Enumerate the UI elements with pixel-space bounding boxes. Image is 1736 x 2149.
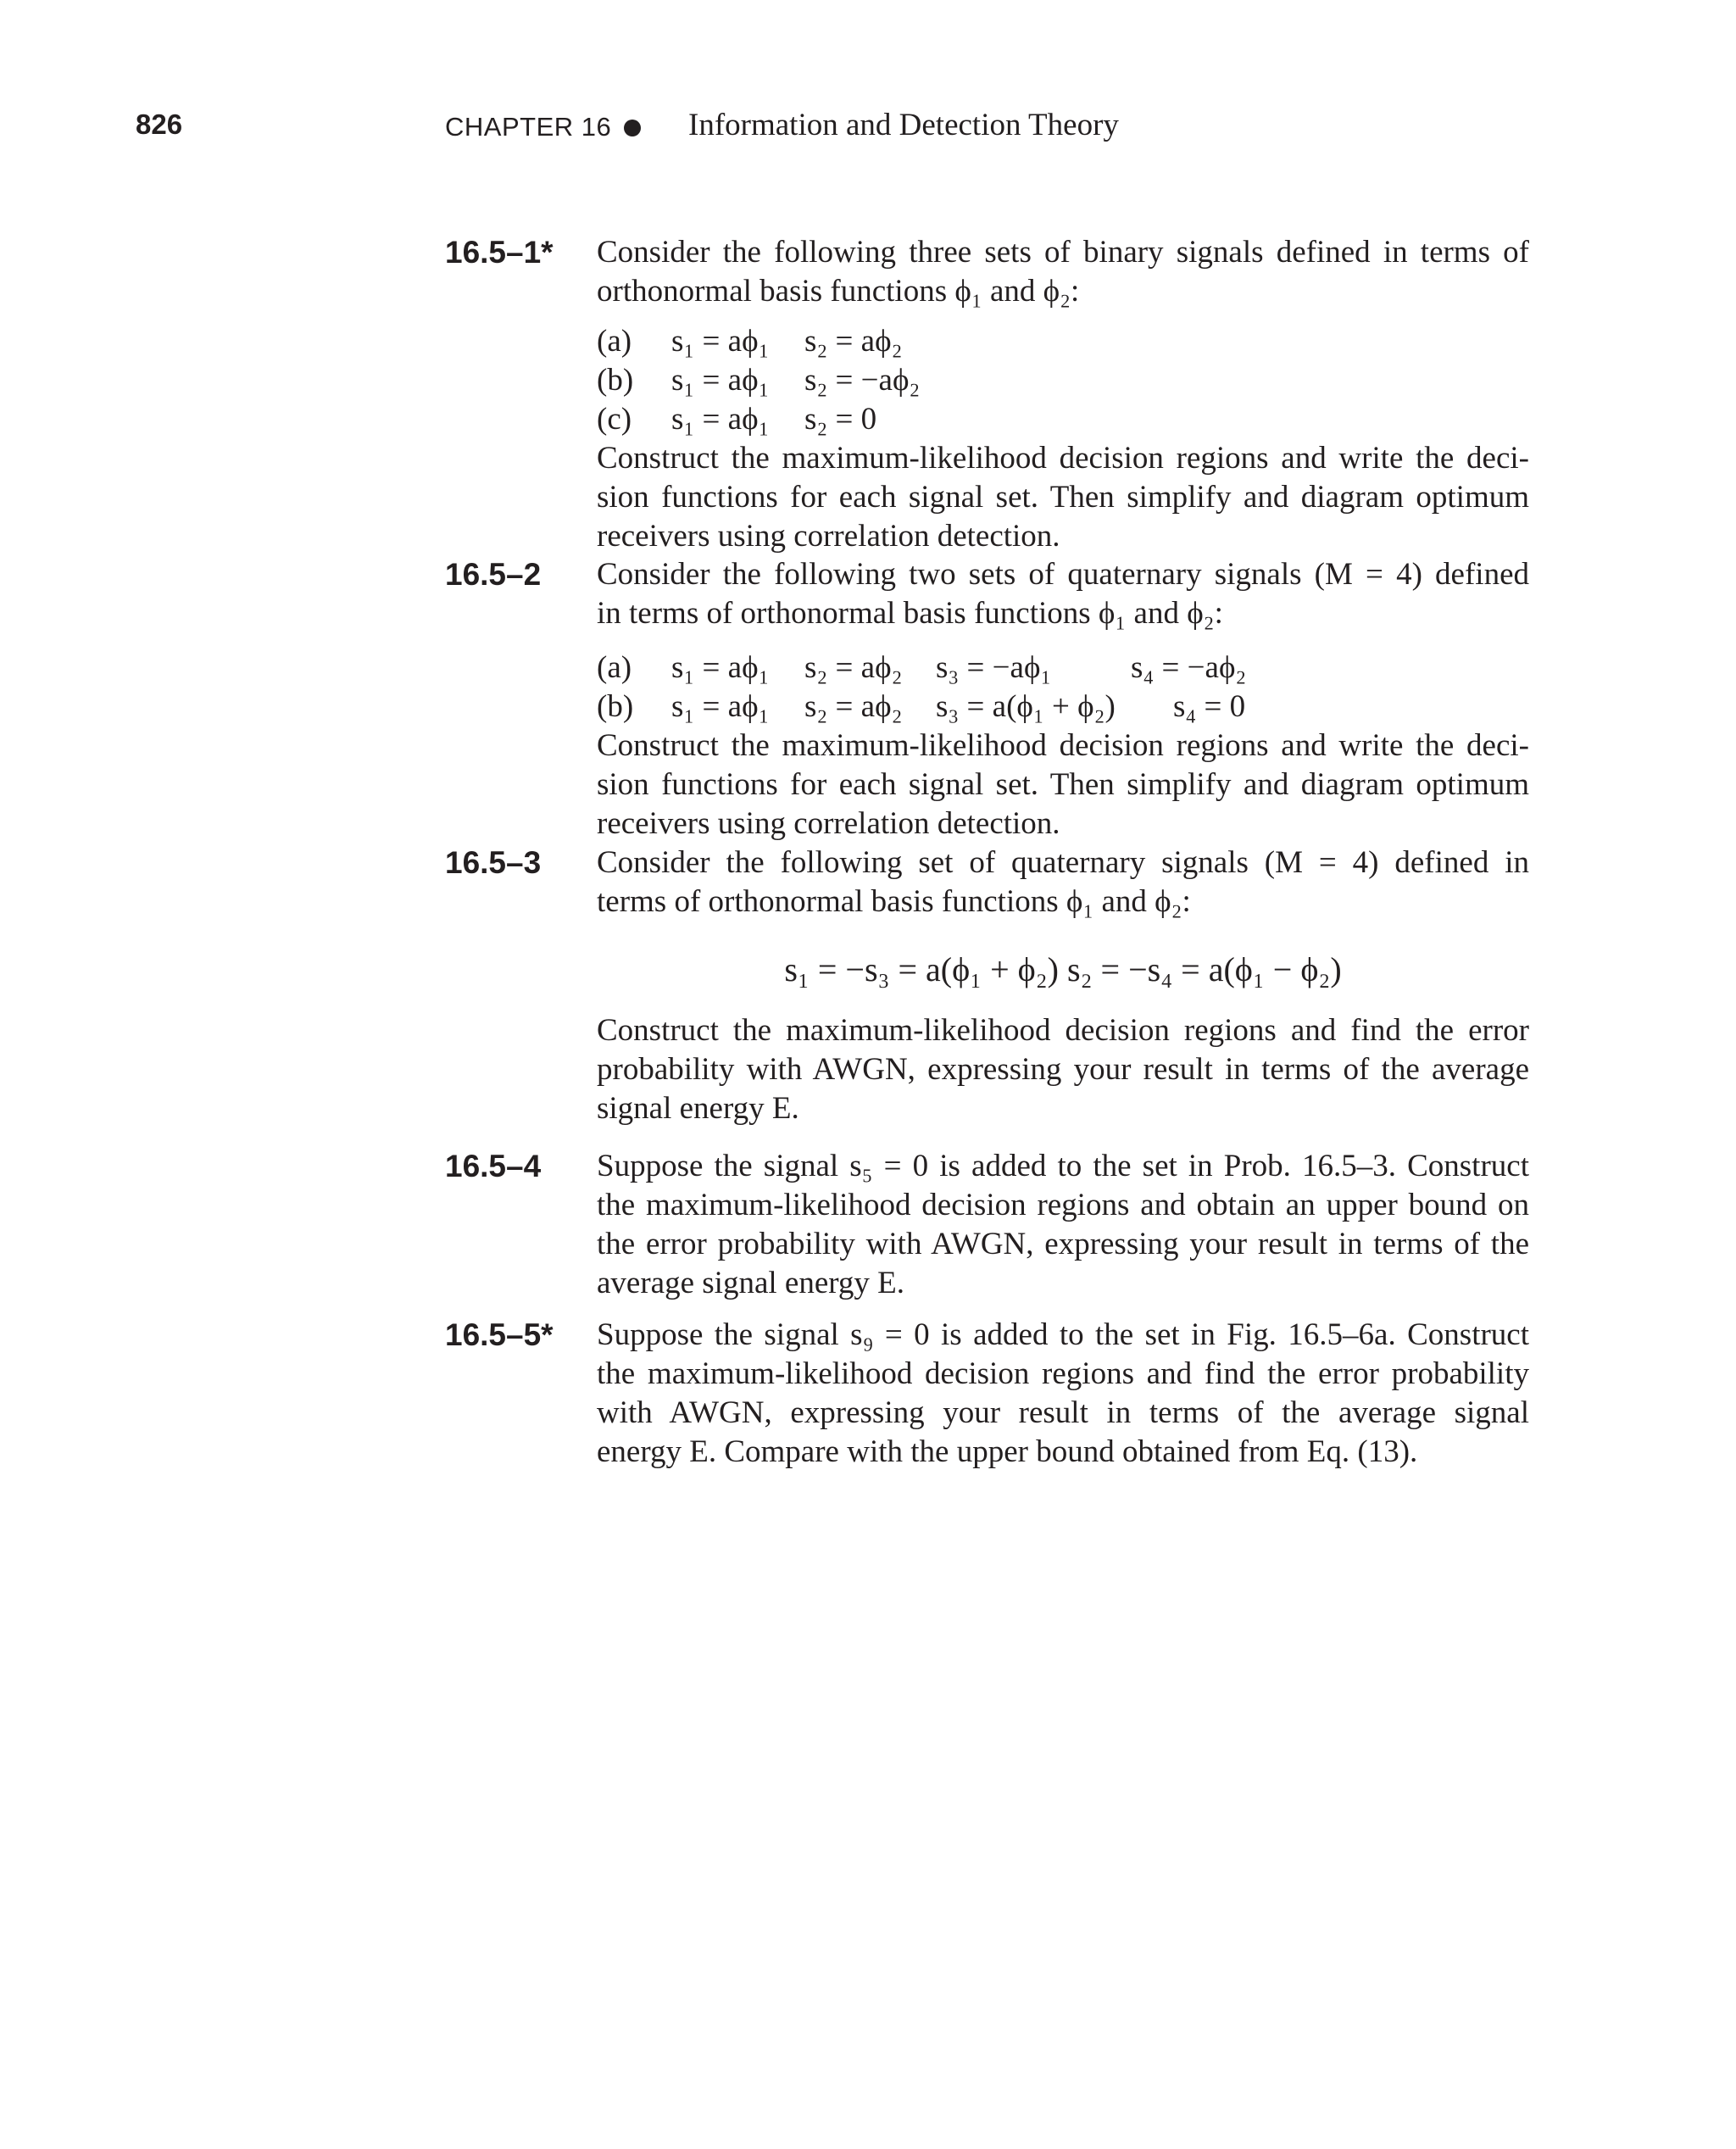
equation-s4: s₄ = −aϕ₂ xyxy=(1131,650,1247,685)
display-equation: s₁ = −s₃ = a(ϕ₁ + ϕ₂) s₂ = −s₄ = a(ϕ₁ − ϕ₂) xyxy=(784,950,1342,988)
problem-number: 16.5–4 xyxy=(445,1149,542,1183)
equation-s1: s₁ = aϕ₁ xyxy=(671,650,770,685)
problem-text-line: Consider the following three sets of binary signals defined in terms of xyxy=(597,235,1529,270)
equation-s2: s₂ = −aϕ₂ xyxy=(804,363,921,398)
equation-s4: s₄ = 0 xyxy=(1173,689,1246,724)
problem-text-line: Suppose the signal s₅ = 0 is added to the set in Prob. 16.5–3. Construct xyxy=(597,1149,1529,1183)
problem-text-line: with AWGN, expressing your result in terms of the average signal xyxy=(597,1395,1529,1430)
problem-number: 16.5–3 xyxy=(445,845,542,880)
equation-s1: s₁ = aϕ₁ xyxy=(671,402,770,437)
problem-text-line: signal energy E. xyxy=(597,1091,799,1126)
problem-text-line: Construct the maximum-likelihood decision regions and write the deci- xyxy=(597,441,1529,476)
problem-text-line: sion functions for each signal set. Then simplify and diagram optimum xyxy=(597,767,1529,802)
problem-text-line: Consider the following set of quaternary signals (M = 4) defined in xyxy=(597,845,1529,880)
page-number: 826 xyxy=(136,109,183,140)
equation-s3: s₃ = −aϕ₁ xyxy=(936,650,1052,685)
problem-text-line: Consider the following two sets of quaternary signals (M = 4) defined xyxy=(597,557,1529,592)
part-label: (a) xyxy=(597,650,632,685)
problem-text-line: probability with AWGN, expressing your result in terms of the average xyxy=(597,1052,1529,1087)
problem-text-line: in terms of orthonormal basis functions ϕ₁ and ϕ₂: xyxy=(597,596,1223,631)
problem-text-line: the maximum-likelihood decision regions and find the error probability xyxy=(597,1356,1529,1391)
problem-text-line: Construct the maximum-likelihood decision regions and find the error xyxy=(597,1013,1529,1048)
problem-text-line: energy E. Compare with the upper bound obtained from Eq. (13). xyxy=(597,1434,1418,1469)
problem-text-line: receivers using correlation detection. xyxy=(597,806,1060,841)
problem-text-line: average signal energy E. xyxy=(597,1266,904,1300)
chapter-label: CHAPTER 16 xyxy=(445,112,612,142)
part-label: (c) xyxy=(597,402,632,437)
problem-text-line: Suppose the signal s₉ = 0 is added to the set in Fig. 16.5–6a. Construct xyxy=(597,1317,1529,1352)
problem-text-line: the maximum-likelihood decision regions and obtain an upper bound on xyxy=(597,1188,1529,1222)
problem-number: 16.5–2 xyxy=(445,557,542,592)
equation-s3: s₃ = a(ϕ₁ + ϕ₂) xyxy=(936,689,1116,724)
problem-text-line: terms of orthonormal basis functions ϕ₁ and ϕ₂: xyxy=(597,884,1191,919)
part-label: (b) xyxy=(597,689,634,724)
equation-s1: s₁ = aϕ₁ xyxy=(671,324,770,359)
bullet-separator xyxy=(624,120,641,136)
equation-s2: s₂ = aϕ₂ xyxy=(804,689,903,724)
chapter-title: Information and Detection Theory xyxy=(688,108,1119,142)
equation-s2: s₂ = 0 xyxy=(804,402,877,437)
problem-text-line: the error probability with AWGN, expressing your result in terms of the xyxy=(597,1227,1529,1261)
problem-text-line: sion functions for each signal set. Then simplify and diagram optimum xyxy=(597,480,1529,515)
equation-s2: s₂ = aϕ₂ xyxy=(804,650,903,685)
problem-text-line: Construct the maximum-likelihood decision regions and write the deci- xyxy=(597,728,1529,763)
part-label: (a) xyxy=(597,324,632,359)
equation-s1: s₁ = aϕ₁ xyxy=(671,689,770,724)
problem-number: 16.5–5* xyxy=(445,1317,554,1352)
part-label: (b) xyxy=(597,363,634,398)
problem-number: 16.5–1* xyxy=(445,235,554,270)
equation-s2: s₂ = aϕ₂ xyxy=(804,324,903,359)
problem-text-line: orthonormal basis functions ϕ₁ and ϕ₂: xyxy=(597,274,1080,309)
problem-text-line: receivers using correlation detection. xyxy=(597,519,1060,554)
equation-s1: s₁ = aϕ₁ xyxy=(671,363,770,398)
